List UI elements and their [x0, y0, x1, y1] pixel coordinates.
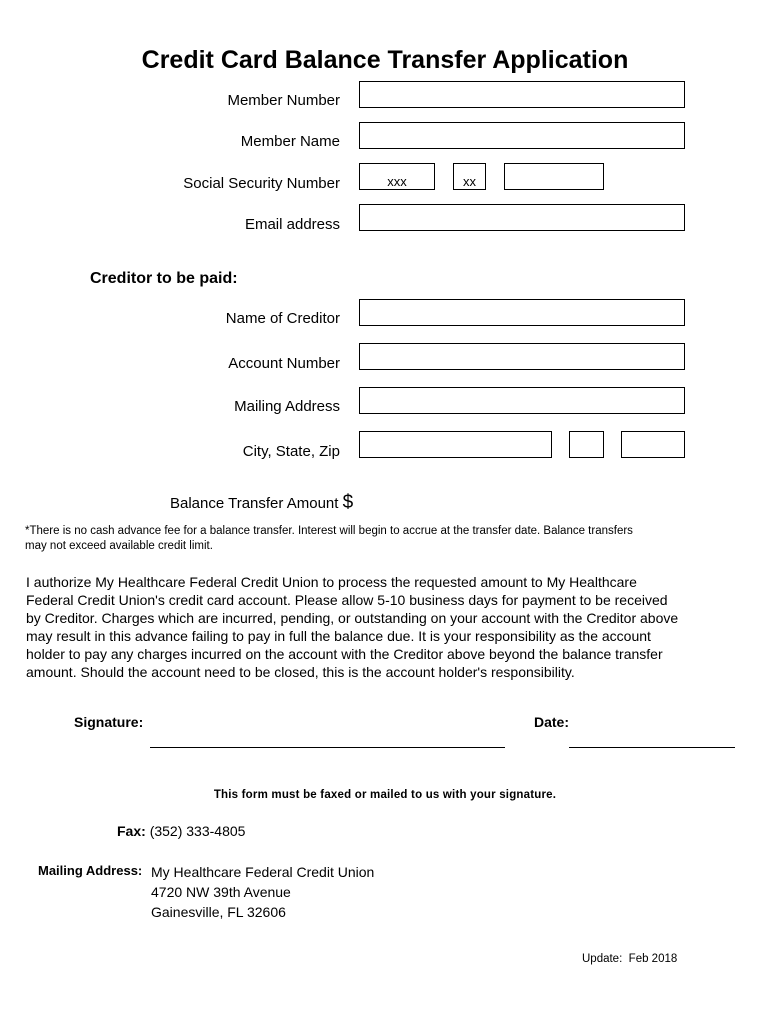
currency-symbol: $	[342, 492, 354, 513]
mailing-line-2: 4720 NW 39th Avenue	[151, 884, 291, 900]
authorization-text: I authorize My Healthcare Federal Credit Union to process the requested amount to My Healthcare Federal Credit Union's credit card account. Please allow 5-10 business days for payment to be received by Creditor. Charges which are incurred, pending, or outstanding on your account with the Creditor above may result in this advance failing to pay in full the balance due. It is your responsibility as the account holder to pay any charges incurred on the account with the Creditor above beyond the balance transfer amount. Should the account need to be closed, this is the account holder's responsibility.	[26, 574, 679, 680]
member-number-field[interactable]	[359, 81, 685, 108]
fax-row	[117, 823, 245, 839]
mailing-line-3: Gainesville, FL 32606	[151, 904, 286, 920]
mailing-address-block	[151, 862, 374, 922]
creditor-name-label: Name of Creditor	[225, 310, 340, 327]
update-date: Update: Feb 2018	[582, 953, 678, 965]
mailing-line-1: My Healthcare Federal Credit Union	[151, 864, 375, 880]
fax-mail-notice: This form must be faxed or mailed to us with your signature.	[213, 789, 557, 801]
fax-number: (352) 333-4805	[149, 823, 246, 839]
transfer-amount-row	[170, 492, 353, 514]
account-number-field[interactable]	[359, 343, 685, 370]
ssn-part3-field[interactable]	[504, 163, 604, 190]
ssn-part1-mask: xxx	[387, 174, 407, 189]
transfer-amount-field[interactable]	[360, 490, 560, 514]
city-field[interactable]	[359, 431, 552, 458]
state-field[interactable]	[569, 431, 604, 458]
member-name-label: Member Name	[240, 133, 340, 150]
mailing-address-label: Mailing Address	[234, 398, 340, 415]
ssn-part1-field[interactable]	[359, 163, 435, 190]
signature-line[interactable]	[150, 747, 505, 748]
account-number-label: Account Number	[228, 355, 340, 372]
signature-label: Signature:	[74, 714, 144, 730]
fee-note: *There is no cash advance fee for a balance transfer. Interest will begin to accrue at the transfer date. Balance transfers may not exceed available credit limit.	[25, 525, 633, 552]
form-title: Credit Card Balance Transfer Application	[141, 46, 629, 74]
creditor-heading: Creditor to be paid:	[90, 270, 238, 287]
email-label: Email address	[244, 216, 340, 233]
transfer-amount-label: Balance Transfer Amount	[170, 495, 339, 512]
date-label: Date:	[534, 714, 570, 730]
mailing-label: Mailing Address:	[38, 863, 143, 878]
mailing-address-field[interactable]	[359, 387, 685, 414]
ssn-label: Social Security Number	[183, 175, 340, 192]
zip-field[interactable]	[621, 431, 685, 458]
date-line[interactable]	[569, 747, 735, 748]
fax-label: Fax:	[117, 823, 146, 839]
email-field[interactable]	[359, 204, 685, 231]
member-name-field[interactable]	[359, 122, 685, 149]
member-number-label: Member Number	[227, 92, 340, 109]
creditor-name-field[interactable]	[359, 299, 685, 326]
city-state-zip-label: City, State, Zip	[242, 443, 340, 460]
ssn-part2-mask: xx	[463, 174, 476, 189]
ssn-part2-field[interactable]	[453, 163, 486, 190]
